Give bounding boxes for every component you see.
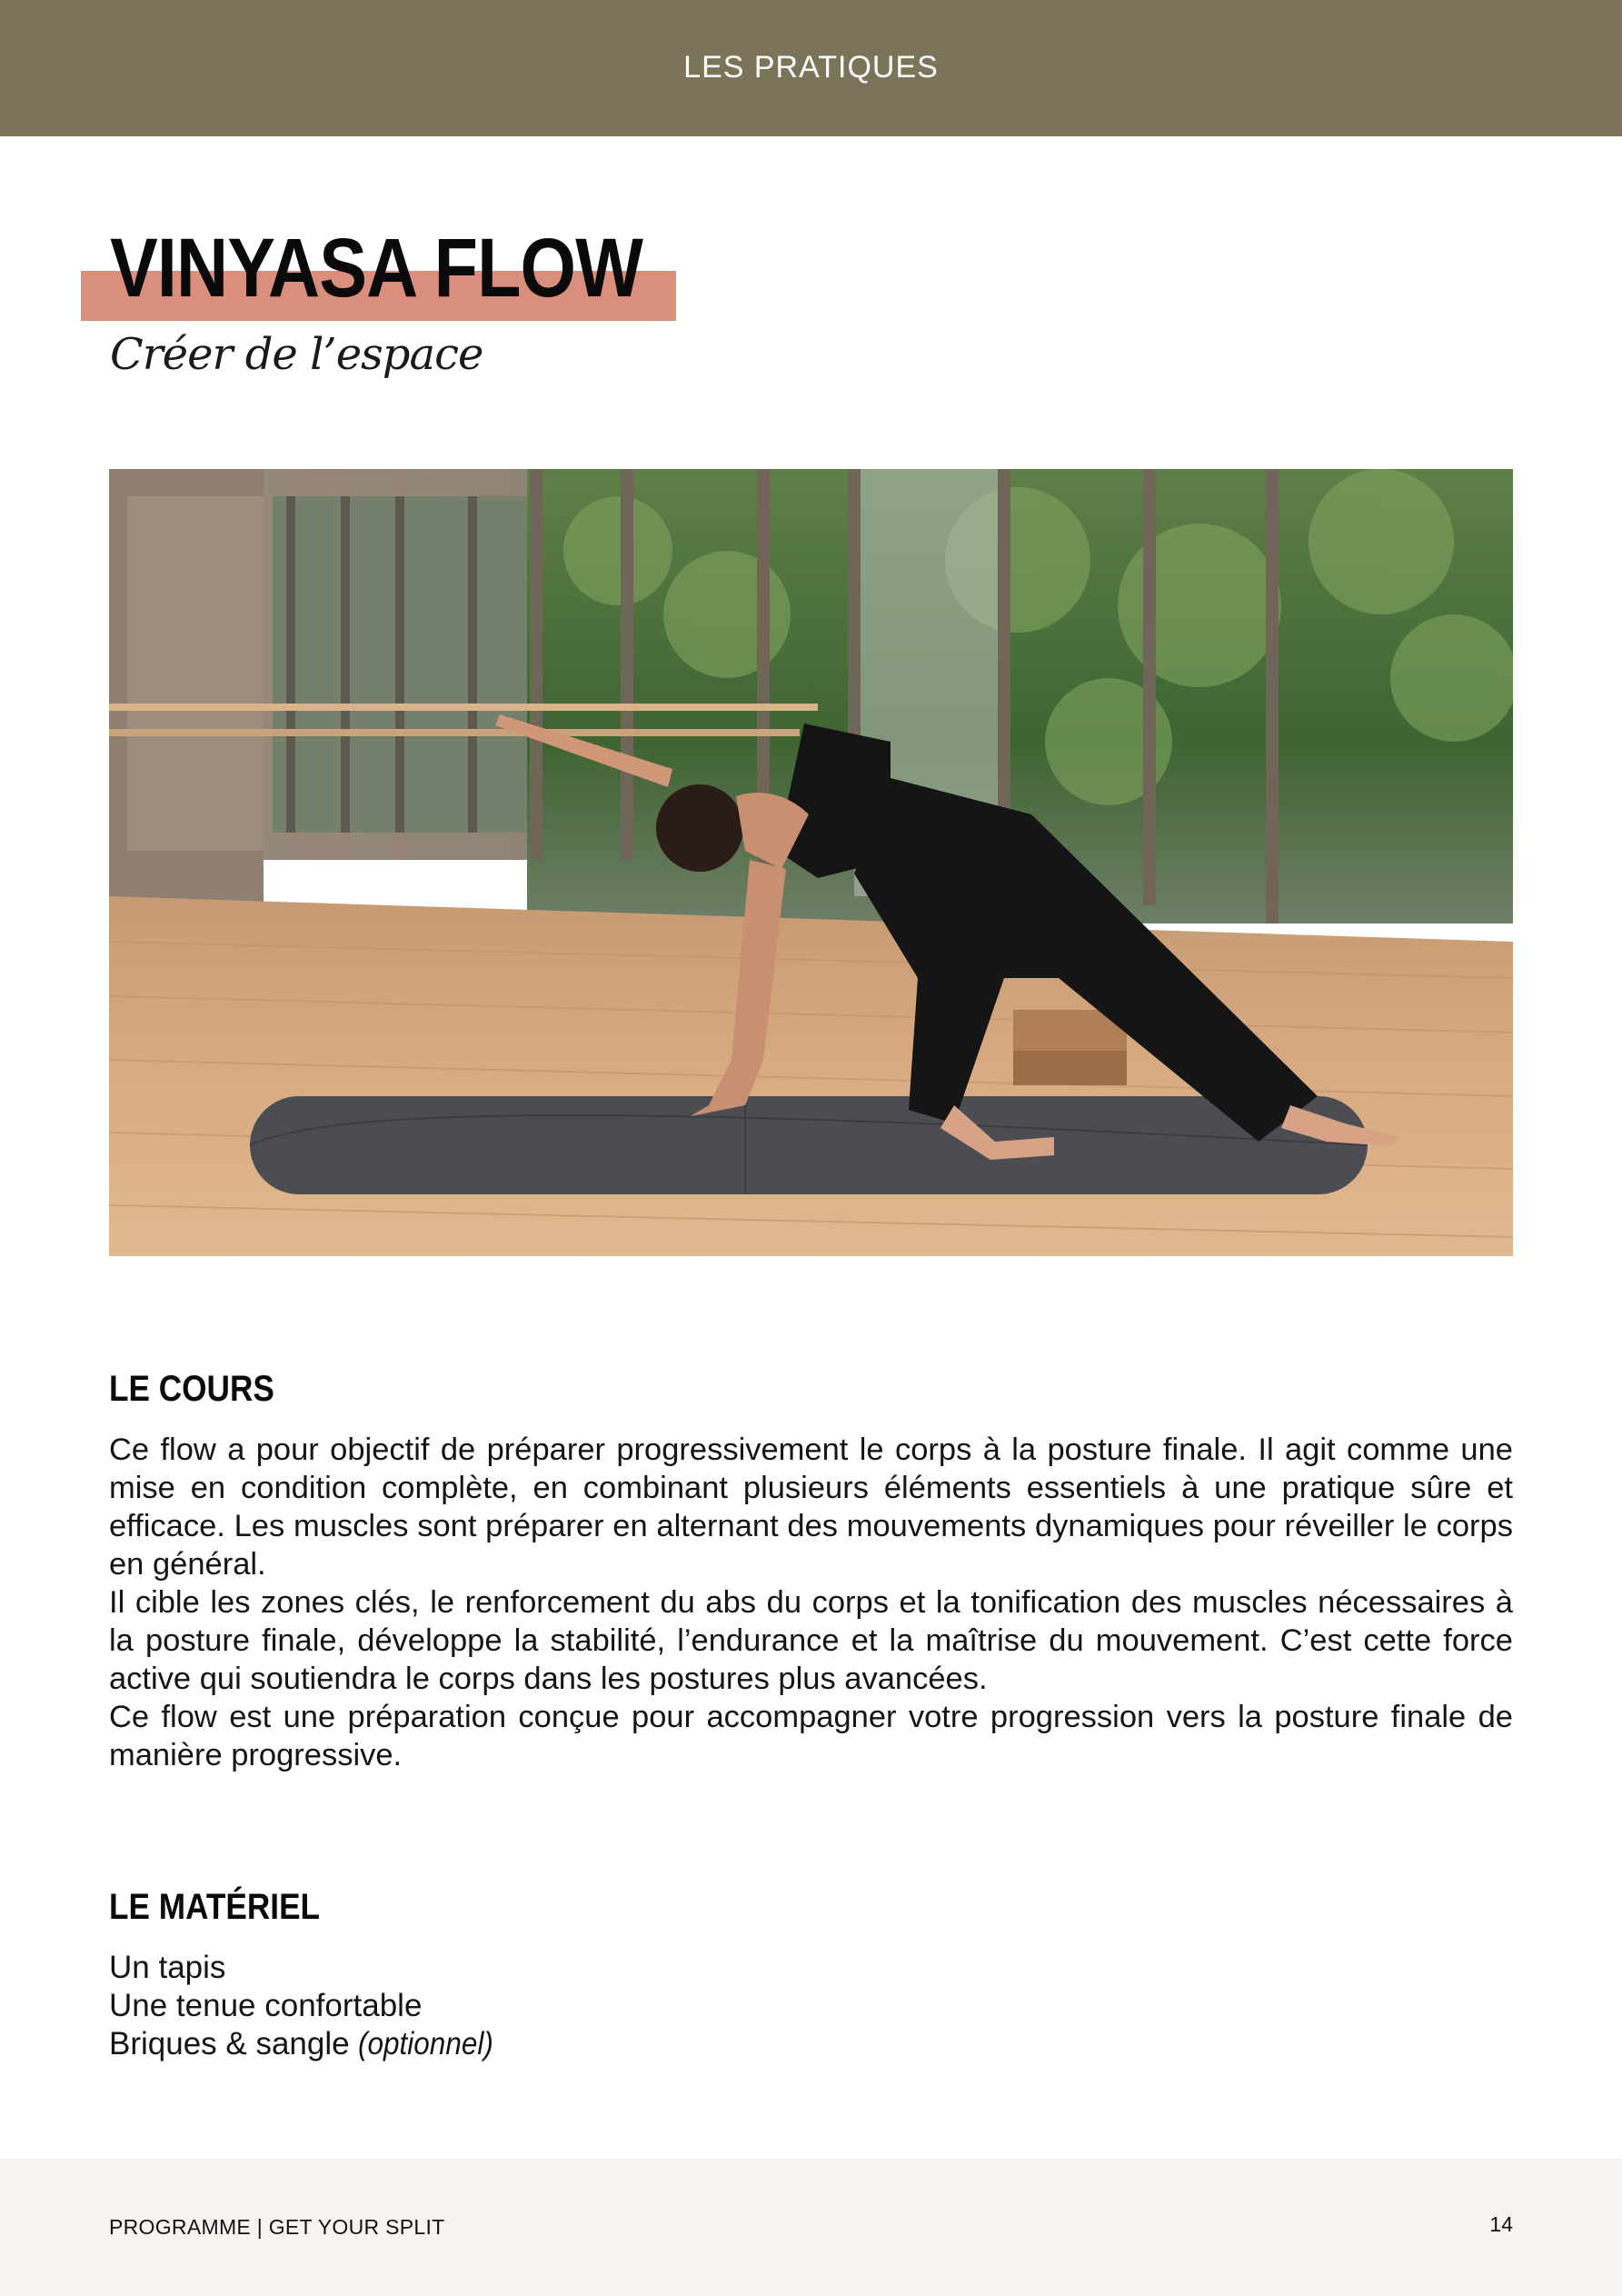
yoga-photo (109, 469, 1513, 1256)
page-subtitle: Créer de l’espace (110, 329, 483, 380)
cours-paragraph: Ce flow a pour objectif de préparer progressivement le corps à la posture finale. Il agit comme une mise en condition complète, en combinant plusieurs éléments essentiels à une pratique sûre et efficace. Les muscles sont préparer en alternant des mouvements dynamiques pour réveiller le corps en général. (109, 1433, 1513, 1582)
header-band (0, 0, 1622, 136)
optional-note: (optionnel) (358, 2026, 494, 2061)
section-label: LES PRATIQUES (683, 49, 939, 85)
materiel-list (109, 1949, 509, 2063)
cours-paragraph: Ce flow est une préparation conçue pour accompagner votre progression vers la posture finale de manière progressive. (109, 1700, 1513, 1772)
cours-body (109, 1431, 1513, 1774)
cours-paragraph: Il cible les zones clés, le renforcement du abs du corps et la tonification des muscles nécessaires à la posture finale, développe la stabilité, l’endurance et la maîtrise du mouvement. C’est cette force active qui soutiendra le corps dans les postures plus avancées. (109, 1585, 1513, 1696)
materiel-heading: LE MATÉRIEL (109, 1887, 321, 1927)
cours-heading: LE COURS (109, 1369, 274, 1409)
list-item: Une tenue confortable (109, 1988, 423, 2023)
footer-program-label: PROGRAMME | GET YOUR SPLIT (109, 2215, 445, 2239)
list-item: Un tapis (109, 1950, 226, 1985)
page-number: 14 (1489, 2212, 1513, 2236)
title-block (81, 223, 681, 323)
page-title: VINYASA FLOW (110, 222, 643, 314)
list-item: Briques & sangle (optionnel) (109, 2026, 494, 2061)
